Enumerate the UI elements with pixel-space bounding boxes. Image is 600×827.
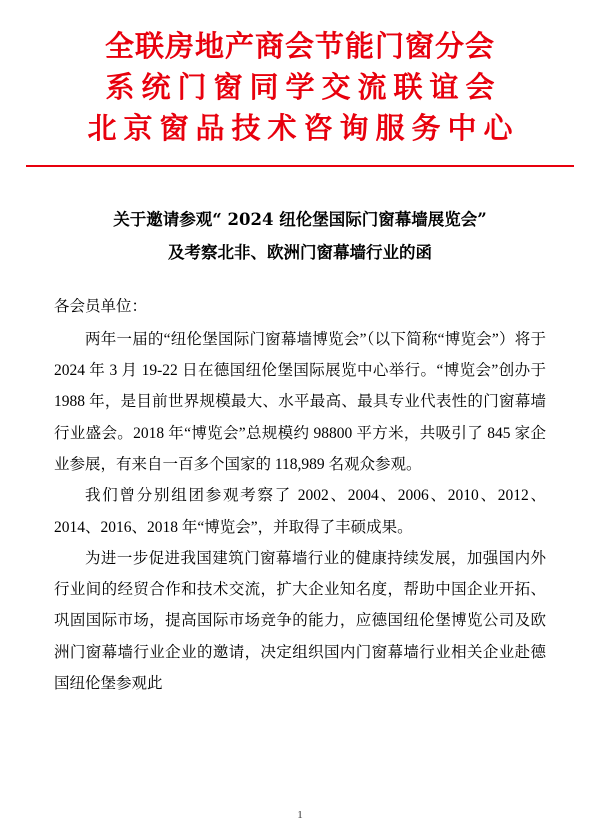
salutation: 各会员单位：: [54, 297, 148, 315]
body-paragraph-2: 我们曾分别组团参观考察了 2002、2004、2006、2010、2012、2014、2016、2018 年“博览会”，并取得了丰硕成果。: [54, 487, 546, 536]
body-paragraph-3: 为进一步促进我国建筑门窗幕墙行业的健康持续发展，加强国内外行业间的经贸合作和技术交流，扩大企业知名度，帮助中国企业开拓、巩固国际市场，提高国际市场竞争的能力，应德国纽伦堡博览公司及欧洲门窗幕墙行业企业的邀请，决定组织国内门窗幕墙行业相关企业赴德国纽伦堡参观此: [54, 549, 546, 693]
page-title-line-2: 及考察北非、欧洲门窗幕墙行业的函: [168, 242, 432, 262]
letterhead: [0, 0, 600, 150]
document-body: [54, 291, 546, 700]
body-paragraph-1: 两年一届的“纽伦堡国际门窗幕墙博览会”（以下简称“博览会”）将于 2024 年 3 月 19-22 日在德国纽伦堡国际展览中心举行。“博览会”创办于 1988 年，是目前世界规模最大、水平最高、最具专业代表性的门窗幕墙行业盛会。2018 年“博览会”总规模约 98800 平方米，共吸引了 845 家企业参展，有来自一百多个国家的 118,989 名观众参观。: [54, 330, 546, 473]
letterhead-line-2: 系统门窗同学交流联谊会: [105, 70, 502, 105]
page-number: 1: [297, 809, 303, 821]
letterhead-divider: [26, 165, 574, 167]
letterhead-line-1: 全联房地产商会节能门窗分会: [104, 29, 495, 63]
page-title: [62, 203, 538, 269]
page-title-line-1: 关于邀请参观“ 2024 纽伦堡国际门窗幕墙展览会”: [113, 209, 487, 229]
letterhead-line-3: 北京窗品技术咨询服务中心: [87, 111, 520, 146]
